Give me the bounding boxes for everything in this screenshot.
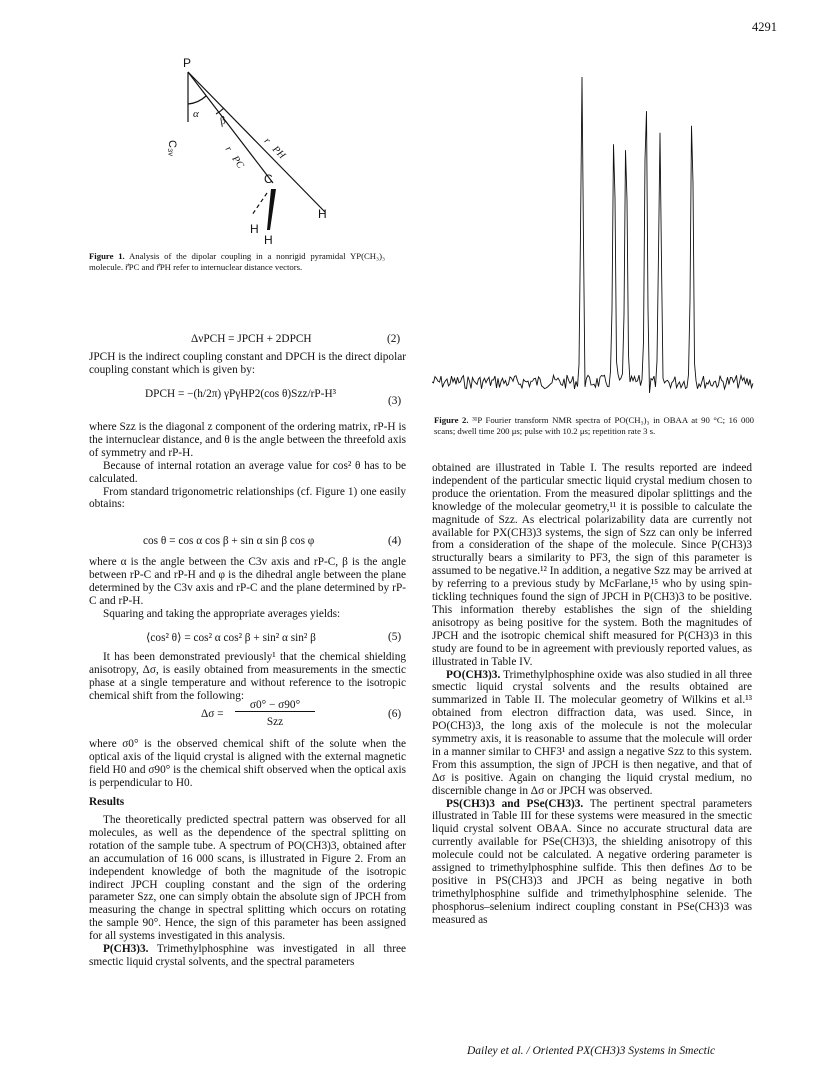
equation-6-number: (6) xyxy=(388,708,402,720)
p-h-bond xyxy=(188,72,325,212)
label-rph: r⃗PH xyxy=(261,135,288,162)
left-text-block: where Szz is the diagonal z component of the ordering matrix, rP-H is the internuclear distance, and θ is the angle between the threefold axis of symmetry and rP-H. Because of internal rotation an average value for cos² θ has to be calculated. From standard trigonometric relationships (cf. Figure 1) one easily obtains: xyxy=(89,421,406,511)
equation-5-number: (5) xyxy=(388,631,402,643)
equation-6-numerator: σ0° − σ90° xyxy=(235,699,315,712)
label-h-left: H xyxy=(250,222,259,236)
figure-1-diagram xyxy=(160,52,360,257)
label-c: C xyxy=(264,172,273,186)
spectrum-trace xyxy=(432,77,753,393)
running-footer: Dailey et al. / Oriented PX(CH3)3 Systems in Smectic xyxy=(467,1045,716,1057)
equation-6-denominator: Szz xyxy=(266,716,284,728)
label-c3v: C₃ᵥ xyxy=(165,140,178,156)
p-c-bond xyxy=(188,72,273,183)
label-alpha: α xyxy=(193,108,199,120)
c-h-bond-dashed xyxy=(252,193,267,215)
left-paragraph-7: It has been demonstrated previously¹ that the chemical shielding anisotropy, Δσ, is easily obtained from measurements in the smectic phase at a single temperature and without reference to the isotropic chemical shift from the following: xyxy=(89,651,406,702)
results-heading: Results xyxy=(89,796,125,808)
label-rpc: r⃗PC xyxy=(222,144,246,171)
figure-2-spectrum xyxy=(432,52,754,412)
equation-2: ΔνPCH = JPCH + 2DPCH xyxy=(191,333,312,345)
right-column-text: obtained are illustrated in Table I. The results reported are indeed independent of the particular smectic liquid crystal medium chosen to produce the orientation. From the measured dipolar splittings and the knowledge of the molecular geometry,¹¹ it is possible to calculate the magnitude of Szz. As electrical polarizability data are currently not available for PX(CH3)3 systems, the sign of Szz can only be inferred from a consideration of the shape of the molecule. Since P(CH3)3 structurally bears a similarity to PF3, the sign of this parameter is assumed to be negative.¹² In addition, a negative Szz may be arrived at by referring to a previous study by McFarlane,¹⁵ who by using spin-tickling techniques found the sign of JPCH in P(CH3)3 to be positive. This information thereby establishes the sign of the shielding anisotropy as being positive for the system. Both the magnitudes of JPCH and the isotropic chemical shift measured for P(CH3)3 in this study are found to be in agreement with previously reported values, as illustrated in Table IV. PO(CH3)3. Trimethylphosphine oxide was also studied in all three smectic liquid crystal solvents and the results obtained are summarized in Table II. The molecular geometry of Wilkins et al.¹³ obtained from electron diffraction data, was used. Since, in PO(CH3)3, the long axis of the molecule is not the molecular symmetry axis, it is reasonable to assume that the molecule will order in a manner similar to CHF3¹ and assign a negative Szz to this system. From this assumption, the sign of JPCH is then negative, and that of Δσ is positive. Again on changing the liquid crystal medium, no discernible change in Δσ or JPCH was observed. PS(CH3)3 and PSe(CH3)3. The pertinent spectral parameters illustrated in Table III for these systems were measured in the smectic liquid crystal solvent OBAA. Since no accurate structural data are currently available for PSe(CH3)3, the shielding anisotropy of this molecule could not be calculated. A negative ordering parameter is assigned to trimethylphosphine sulfide. This then defines Δσ to be positive in PS(CH3)3 and JPCH as being negative in both trimethylphosphine sulfide and trimethylphosphine selenide. The phosphorus–selenium indirect coupling constant in PSe(CH3)3 was measured as xyxy=(432,462,753,926)
equation-3: DPCH = −(h/2π) γPγHP2(cos θ)Szz/rP-H³ xyxy=(145,388,336,400)
label-beta: β xyxy=(218,114,228,128)
label-p: P xyxy=(183,56,192,70)
label-h-right: H xyxy=(318,207,327,221)
figure-2-caption: Figure 2. ³¹P Fourier transform NMR spectra of PO(CH₃)₃ in OBAA at 90 °C; 16 000 scans; dwell time 200 μs; pulse with 10.2 μs; repetition rate 3 s. xyxy=(434,415,755,436)
c-h-bond-wedge xyxy=(267,189,276,230)
equation-5: ⟨cos² θ⟩ = cos² α cos² β + sin² α sin² β xyxy=(146,632,316,644)
alpha-arc xyxy=(188,96,206,104)
left-paragraph-8: where σ0° is the observed chemical shift of the solute when the optical axis of the liquid crystal is aligned with the external magnetic field H0 and σ90° is the chemical shift observed when the optical axis is perpendicular to H0. xyxy=(89,738,406,789)
results-text: The theoretically predicted spectral pattern was observed for all molecules, as well as the dependence of the spectral splitting on rotation of the sample tube. A spectrum of PO(CH3)3, obtained after an accumulation of 16 000 scans, is illustrated in Figure 2. From an independent knowledge of both the magnitude of the isotropic indirect JPCH coupling constant and the sign of the ordering parameter Szz, one can simply obtain the absolute sign of JPCH from measuring the change in spectral splitting which occurs on rotating the sample 90°. Hence, the sign of this parameter has been assigned for all systems investigated in this analysis. P(CH3)3. Trimethylphosphine was investigated in all three smectic liquid crystal solvents, and the spectral parameters xyxy=(89,814,406,968)
equation-4: cos θ = cos α cos β + sin α sin β cos φ xyxy=(143,535,315,547)
label-h-bottom: H xyxy=(264,233,273,247)
left-text-block-2: where α is the angle between the C3v axis and rP-C, β is the angle between rP-C and rP-H and φ is the dihedral angle between the plane determined by the C3v axis and rP-C and the plane determined by rP-C and rP-H. Squaring and taking the appropriate averages yields: xyxy=(89,556,406,620)
equation-4-number: (4) xyxy=(388,535,402,547)
equation-3-number: (3) xyxy=(388,395,402,407)
equation-6-lhs: Δσ = xyxy=(201,708,224,720)
figure-1-caption: Figure 1. Analysis of the dipolar coupling in a nonrigid pyramidal YP(CH₃)₃ molecule. r⃗PC and r⃗PH refer to internuclear distance vectors. xyxy=(89,251,385,272)
equation-2-number: (2) xyxy=(387,333,401,345)
left-paragraph-1: JPCH is the indirect coupling constant and DPCH is the direct dipolar coupling constant which is given by: xyxy=(89,351,406,376)
page-number: 4291 xyxy=(752,20,777,34)
